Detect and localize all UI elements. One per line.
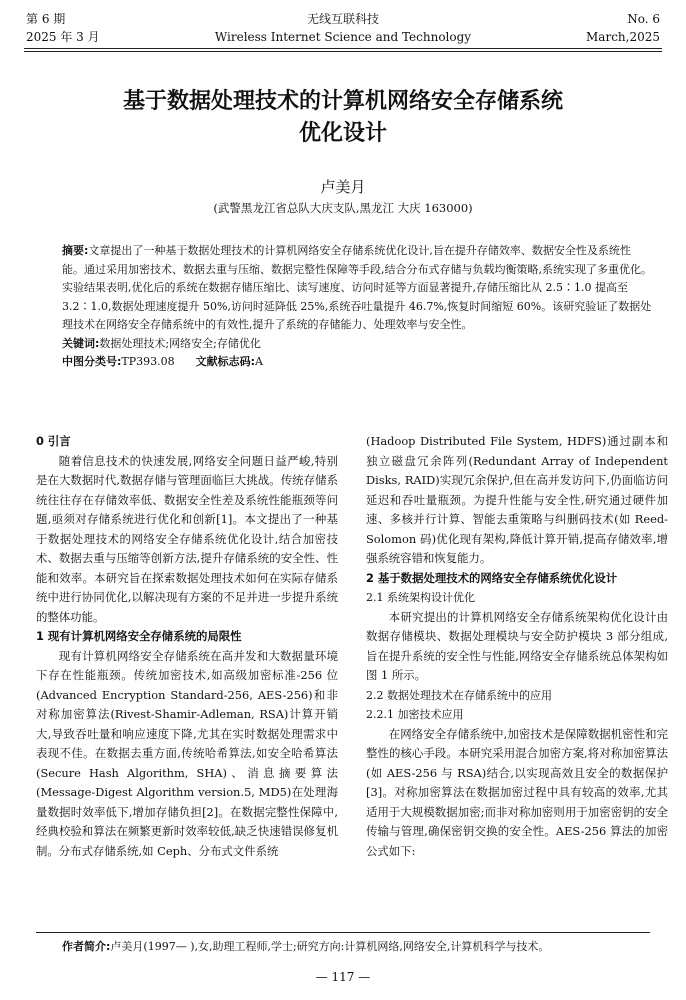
section-heading: 0 引言	[36, 434, 71, 448]
paragraph: 随着信息技术的快速发展,网络安全问题日益严峻,特别是在大数据时代,数据存储与管理面临巨大挑战。传统存储系统往往存在存储效率低、数据安全性差及系统性能瓶颈等问题,亟须对存储系统进行优化和创新[1]。本文提出了一种基于数据处理技术的网络安全存储系统优化设计,结合加密技术、数据去重与压缩等创新方法,提升存储系统的安全性、性能和效率。本研究旨在探索数据处理技术如何在实际存储系统中进行协同优化,以解决现有方案的不足并进一步提升系统的整体功能。	[36, 453, 338, 624]
header-rule	[24, 48, 662, 49]
author-affiliation: (武警黑龙江省总队大庆支队,黑龙江 大庆 163000)	[213, 201, 473, 215]
footnote-label: 作者简介:	[62, 940, 111, 953]
journal-name	[0, 10, 686, 46]
paper-title	[0, 86, 686, 150]
subsection-heading: 2.2 数据处理技术在存储系统中的应用	[366, 688, 552, 702]
abstract-block	[62, 242, 652, 372]
keywords-text: 数据处理技术;网络安全;存储优化	[99, 336, 261, 350]
issue-number-en: No. 6	[627, 12, 660, 26]
clc-value: TP393.08	[121, 355, 175, 368]
journal-issue-en	[586, 10, 660, 46]
title-line: 优化设计	[298, 121, 387, 146]
abstract-text: 文章提出了一种基于数据处理技术的计算机网络安全存储系统优化设计,旨在提升存储效率、数据安全性及系统性能。通过采用加密技术、数据去重与压缩、数据完整性保障等手段,结合分布式存储与负载均衡策略,系统实现了多重优化。实验结果表明,优化后的系统在数据存储压缩比、读写速度、访问时延等方面显著提升,存储压缩比从 2.5∶1.0 提高至 3.2∶1.0,数据处理速度提升 50%,访问时延降低 25%,系统吞吐量提升 46.7%,恢复时间缩短 60%。该研究验证了数据处理技术在网络安全存储系统中的有效性,提升了系统的存储能力、处理效率与安全性。	[62, 244, 652, 331]
journal-name-en: Wireless Internet Science and Technology	[214, 30, 472, 44]
author-bio-footnote	[62, 938, 549, 956]
paragraph: 本研究提出的计算机网络安全存储系统架构优化设计由数据存储模块、数据处理模块与安全防护模块 3 部分组成,旨在提升系统的安全性与性能,网络安全存储系统总体架构如图 1 所示。	[366, 609, 668, 682]
journal-name-cn: 无线互联科技	[306, 12, 379, 26]
page-number: — 117 —	[315, 970, 371, 984]
section-heading: 2 基于数据处理技术的网络安全存储系统优化设计	[366, 570, 618, 585]
footnote-text: 卢美月(1997— ),女,助理工程师,学士;研究方向:计算机网络,网络安全,计算机科学与技术。	[110, 940, 550, 953]
header-rule-thin	[24, 51, 662, 52]
subsubsection-heading: 2.2.1 加密技术应用	[366, 708, 464, 721]
paragraph: 在网络安全存储系统中,加密技术是保障数据机密性和完整性的核心手段。本研究采用混合加密方案,将对称加密算法(如 AES-256 与 RSA)结合,以实现高效且安全的数据保护[3]。对称加密算法在数据加密过程中具有较高的效率,尤其适用于大规模数据加密;而非对称加密则用于加密密钥的安全传输与管理,确保密钥交换的安全性。AES-256 算法的加密公式如下:	[366, 726, 668, 858]
doc-code-label: 文献标志码:	[195, 355, 256, 368]
keywords-label: 关键词:	[62, 336, 100, 350]
footnote-rule	[36, 932, 650, 933]
issue-date: 2025 年 3 月	[26, 30, 100, 44]
clc-label: 中图分类号:	[62, 355, 122, 368]
issue-date-en: March,2025	[586, 30, 660, 44]
doc-code-value: A	[255, 355, 263, 368]
left-column	[36, 432, 338, 861]
paragraph: 现有计算机网络安全存储系统在高并发和大数据量环境下存在性能瓶颈。传统加密技术,如高级加密标准-256 位(Advanced Encryption Standard-256, AES-256)和非对称加密算法(Rivest-Shamir-Adleman, RSA)计算开销大,导致吞吐量和响应速度下降,尤其在实时数据处理需求中表现不佳。在数据去重方面,传统哈希算法,如安全哈希算法(Secure Hash Algorithm, SHA)、消息摘要算法(Message-Digest Algorithm version.5, MD5)在处理海量数据时效率低下,增加存储负担[2]。在数据完整性保障中,经典校验和算法在频繁更新时效率较低,缺乏快速错误修复机制。分布式存储系统,如 Ceph、分布式文件系统	[36, 648, 338, 858]
paragraph: (Hadoop Distributed File System, HDFS)通过副本和独立磁盘冗余阵列(Redundant Array of Independent Disks, RAID)实现冗余保护,但在高并发访问下,仍面临访问延迟和吞吐量瓶颈。为提升性能与安全性,研究通过硬件加速、多核并行计算、智能去重策略与纠删码技术(如 Reed-Solomon 码)优化现有架构,降低计算开销,提高存储效率,增强系统容错和恢复能力。	[366, 434, 668, 565]
section-heading: 1 现有计算机网络安全存储系统的局限性	[36, 629, 242, 643]
issue-number: 第 6 期	[26, 12, 66, 26]
title-line: 基于数据处理技术的计算机网络安全存储系统	[122, 89, 563, 114]
right-column	[366, 432, 668, 861]
subsection-heading: 2.1 系统架构设计优化	[366, 591, 475, 604]
author-name: 卢美月	[320, 178, 366, 196]
abstract-label: 摘要:	[62, 244, 89, 257]
